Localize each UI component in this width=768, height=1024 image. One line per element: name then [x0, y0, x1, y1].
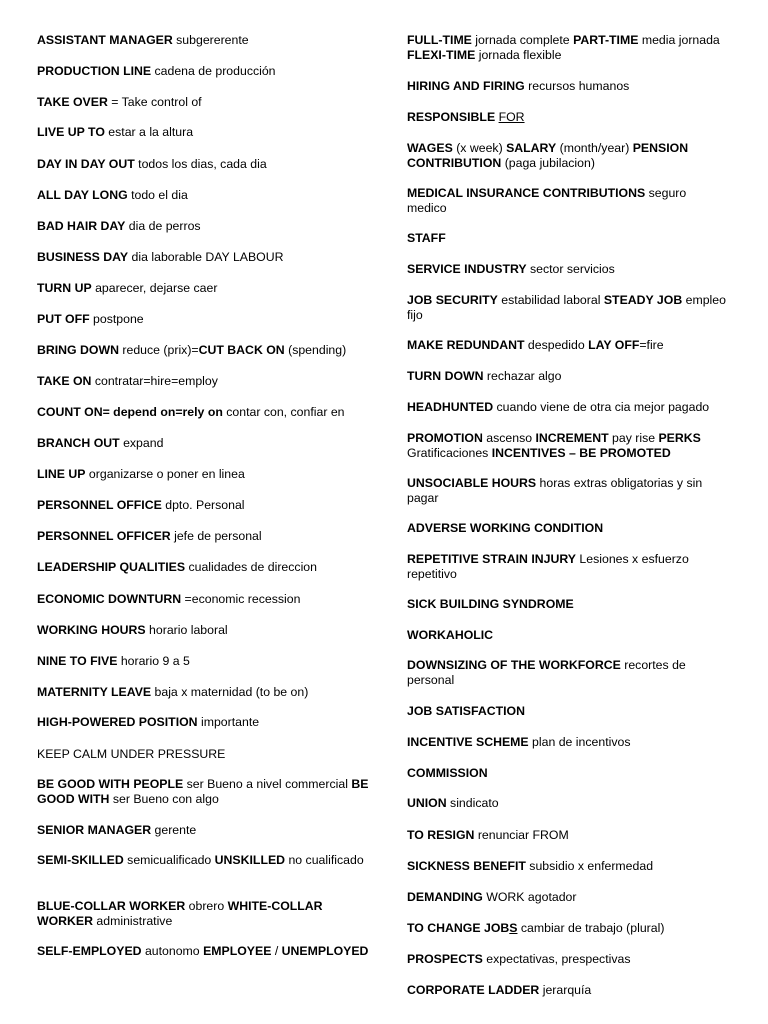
vocab-term: BE GOOD WITH PEOPLE	[37, 777, 184, 791]
vocab-gloss: expand	[119, 436, 164, 450]
vocab-entry	[407, 431, 729, 460]
vocab-term: SELF-EMPLOYED	[37, 944, 142, 958]
vocab-term: HIRING AND FIRING	[407, 79, 525, 93]
vocab-entry	[37, 777, 377, 806]
vocab-entry	[37, 529, 377, 544]
vocab-term: PERKS	[658, 431, 701, 445]
vocab-entry	[37, 823, 377, 838]
vocab-term: EMPLOYEE	[203, 944, 272, 958]
vocab-gloss: cadena de producción	[151, 64, 276, 78]
vocab-term: PERSONNEL OFFICE	[37, 498, 162, 512]
vocab-gloss: horas extras obligatorias y sin pagar	[407, 476, 703, 505]
vocab-term: PENSION CONTRIBUTION	[407, 141, 689, 170]
vocab-gloss: =economic recession	[181, 592, 301, 606]
vocab-gloss: estabilidad laboral	[497, 293, 604, 307]
vocab-gloss: recursos humanos	[524, 79, 630, 93]
vocab-term: WHITE-COLLAR WORKER	[37, 899, 323, 928]
vocab-entry	[407, 921, 729, 936]
vocab-gloss: /	[271, 944, 282, 958]
vocab-entry	[407, 79, 729, 94]
vocab-entry	[407, 293, 729, 322]
vocab-entry	[37, 899, 377, 928]
vocab-term: BE GOOD WITH	[37, 777, 369, 806]
vocab-gloss: postpone	[89, 312, 144, 326]
vocab-term: STAFF	[407, 231, 446, 245]
vocab-term: PART-TIME	[573, 33, 639, 47]
vocab-gloss: dia de perros	[125, 219, 201, 233]
vocab-entry	[37, 623, 377, 638]
vocab-term: UNION	[407, 796, 447, 810]
vocab-entry	[407, 476, 729, 505]
vocab-gloss: plan de incentivos	[528, 735, 631, 749]
vocab-gloss: KEEP CALM UNDER PRESSURE	[37, 747, 226, 761]
vocab-term: ALL DAY LONG	[37, 188, 128, 202]
vocab-entry	[407, 338, 729, 353]
vocab-entry	[407, 552, 729, 581]
vocab-term: DAY IN DAY OUT	[37, 157, 135, 171]
vocab-term: BRING DOWN	[37, 343, 119, 357]
vocab-term: MATERNITY LEAVE	[37, 685, 152, 699]
vocab-gloss: Gratificaciones	[407, 445, 492, 460]
vocab-term: DOWNSIZING OF THE WORKFORCE	[407, 658, 621, 672]
vocab-term: FULL-TIME	[407, 33, 472, 47]
vocab-term: TAKE ON	[37, 374, 92, 388]
vocab-entry	[37, 95, 377, 110]
vocab-gloss: importante	[197, 715, 260, 729]
vocab-term: DEMANDING	[407, 890, 483, 904]
vocab-gloss: cambiar de trabajo (plural)	[517, 921, 665, 935]
vocab-entry	[37, 498, 377, 513]
vocab-term: PROSPECTS	[407, 952, 483, 966]
vocab-term: BUSINESS DAY	[37, 250, 129, 264]
vocab-gloss: subgererente	[172, 33, 249, 47]
vocab-entry	[37, 343, 377, 358]
vocab-gloss: cualidades de direccion	[185, 560, 317, 574]
vocab-gloss: sindicato	[446, 796, 499, 810]
vocab-term: CORPORATE LADDER	[407, 983, 540, 997]
vocab-term: ADVERSE WORKING CONDITION	[407, 521, 604, 535]
vocab-term: ASSISTANT MANAGER	[37, 33, 173, 47]
vocab-gloss: Lesiones x esfuerzo repetitivo	[407, 552, 689, 581]
vocab-gloss: contratar=hire=employ	[91, 374, 218, 388]
vocab-entry	[407, 400, 729, 415]
vocab-gloss: =fire	[639, 338, 664, 352]
vocab-gloss: expectativas, prespectivas	[482, 952, 631, 966]
vocab-term: TAKE OVER	[37, 95, 108, 109]
vocab-entry	[407, 890, 729, 905]
vocab-gloss: pay rise	[608, 431, 659, 445]
vocab-gloss: despedido	[524, 338, 589, 352]
vocab-term: TURN UP	[37, 281, 92, 295]
vocab-term: INCENTIVES – BE PROMOTED	[491, 445, 671, 460]
vocab-term: LAY OFF	[588, 338, 640, 352]
vocab-entry	[37, 281, 377, 296]
vocab-term: WAGES	[407, 141, 453, 155]
vocab-entry	[407, 983, 729, 998]
vocab-entry	[407, 628, 729, 643]
vocab-term: LINE UP	[37, 467, 86, 481]
vocab-term: INCENTIVE SCHEME	[407, 735, 529, 749]
vocab-entry	[37, 33, 377, 48]
vocab-term: BRANCH OUT	[37, 436, 120, 450]
vocab-term: ECONOMIC DOWNTURN	[37, 592, 182, 606]
vocab-entry	[37, 715, 377, 730]
vocab-gloss: jornada complete	[471, 33, 574, 47]
vocab-entry	[407, 658, 729, 687]
vocab-entry	[407, 952, 729, 967]
vocab-gloss: baja x maternidad (to be on)	[151, 685, 309, 699]
vocab-entry	[37, 312, 377, 327]
vocab-term: SENIOR MANAGER	[37, 823, 152, 837]
vocab-term: BAD HAIR DAY	[37, 219, 126, 233]
vocab-entry	[37, 188, 377, 203]
vocab-gloss: WORK agotador	[482, 890, 577, 904]
vocab-gloss: todo el dia	[127, 188, 188, 202]
vocab-entry	[37, 853, 377, 868]
vocab-gloss: seguro medico	[407, 186, 687, 215]
vocab-gloss: gerente	[151, 823, 197, 837]
vocab-entry	[37, 125, 377, 140]
vocab-gloss: ascenso	[482, 431, 536, 445]
vocab-gloss: organizarse o poner en linea	[85, 467, 245, 481]
vocab-gloss: administrative	[93, 913, 173, 928]
vocab-term: WORKING HOURS	[37, 623, 146, 637]
vocab-gloss: ser Bueno a nivel commercial	[183, 777, 352, 791]
vocab-term: PROMOTION	[407, 431, 483, 445]
vocab-term: CUT BACK ON	[198, 343, 285, 357]
vocab-gloss: (paga jubilacion)	[501, 155, 595, 170]
vocab-term: PRODUCTION LINE	[37, 64, 152, 78]
vocab-entry	[407, 859, 729, 874]
vocab-term: SERVICE INDUSTRY	[407, 262, 527, 276]
vocab-entry	[407, 828, 729, 843]
vocab-entry	[37, 374, 377, 389]
vocab-term: HEADHUNTED	[407, 400, 494, 414]
vocab-gloss: cuando viene de otra cia mejor pagado	[493, 400, 710, 414]
vocab-term: INCREMENT	[535, 431, 609, 445]
vocab-term: JOB SECURITY	[407, 293, 498, 307]
vocab-entry	[407, 33, 729, 62]
vocab-gloss: (spending)	[284, 343, 347, 357]
vocab-entry	[407, 369, 729, 384]
vocab-term: LIVE UP TO	[37, 125, 105, 139]
vocab-term: LEADERSHIP QUALITIES	[37, 560, 186, 574]
vocab-gloss: sector servicios	[526, 262, 615, 276]
vocab-term: TO CHANGE JOB	[407, 921, 510, 935]
vocab-term: UNEMPLOYED	[281, 944, 369, 958]
vocab-entry	[407, 231, 729, 246]
vocab-gloss: media jornada	[638, 33, 720, 47]
vocab-entry	[407, 110, 729, 125]
vocab-entry	[407, 766, 729, 781]
vocab-entry	[407, 141, 729, 170]
vocab-entry	[407, 186, 729, 215]
vocab-term: PERSONNEL OFFICER	[37, 529, 171, 543]
vocab-entry	[37, 219, 377, 234]
vocab-gloss: (month/year)	[556, 141, 633, 155]
vocab-term: RESPONSIBLE	[407, 110, 496, 124]
vocab-term: MAKE REDUNDANT	[407, 338, 525, 352]
vocab-gloss: horario laboral	[145, 623, 228, 637]
vocab-gloss: semicualificado	[123, 853, 215, 867]
vocab-term: NINE TO FIVE	[37, 654, 118, 668]
vocab-gloss: estar a la altura	[104, 125, 194, 139]
vocab-entry	[37, 592, 377, 607]
vocab-gloss: reduce (prix)=	[118, 343, 199, 357]
vocab-gloss: jefe de personal	[170, 529, 262, 543]
vocab-gloss: todos los dias, cada dia	[134, 157, 267, 171]
vocab-term: REPETITIVE STRAIN INJURY	[407, 552, 576, 566]
vocab-gloss: jerarquía	[539, 983, 592, 997]
vocab-gloss: rechazar algo	[483, 369, 562, 383]
vocab-entry	[37, 747, 377, 762]
vocab-term: STEADY JOB	[603, 293, 683, 307]
vocab-term: COMMISSION	[407, 766, 488, 780]
vocab-term: UNSOCIABLE HOURS	[407, 476, 537, 490]
vocab-entry	[407, 704, 729, 719]
vocab-gloss: jornada flexible	[475, 47, 562, 62]
vocab-gloss: (x week)	[452, 141, 507, 155]
vocab-entry	[407, 262, 729, 277]
vocab-gloss: FOR	[498, 110, 525, 124]
vocab-term: SALARY	[506, 141, 557, 155]
vocab-entry	[37, 560, 377, 575]
vocab-term: UNSKILLED	[214, 853, 286, 867]
vocab-gloss: = Take control of	[107, 95, 202, 109]
vocab-term: FLEXI-TIME	[407, 47, 476, 62]
vocab-entry	[37, 436, 377, 451]
vocab-term: S	[509, 921, 518, 935]
vocab-entry	[37, 944, 377, 959]
vocab-gloss: renunciar FROM	[474, 828, 569, 842]
vocab-gloss: aparecer, dejarse caer	[91, 281, 218, 295]
vocab-term: MEDICAL INSURANCE CONTRIBUTIONS	[407, 186, 646, 200]
vocab-gloss: dia laborable DAY LABOUR	[128, 250, 284, 264]
vocab-term: COUNT ON= depend on=rely on	[37, 405, 223, 419]
vocab-term: JOB SATISFACTION	[407, 704, 525, 718]
vocab-entry	[407, 796, 729, 811]
vocab-entry	[37, 654, 377, 669]
vocab-term: WORKAHOLIC	[407, 628, 494, 642]
vocab-entry	[407, 735, 729, 750]
vocab-gloss: autonomo	[141, 944, 204, 958]
vocab-gloss: obrero	[185, 899, 228, 913]
vocab-gloss: empleo fijo	[407, 293, 726, 322]
vocab-entry	[37, 467, 377, 482]
vocab-gloss: dpto. Personal	[161, 498, 245, 512]
vocab-term: SEMI-SKILLED	[37, 853, 124, 867]
vocab-term: TURN DOWN	[407, 369, 484, 383]
vocab-entry	[37, 685, 377, 700]
vocab-gloss: horario 9 a 5	[117, 654, 190, 668]
vocab-term: SICKNESS BENEFIT	[407, 859, 526, 873]
vocab-term: PUT OFF	[37, 312, 90, 326]
vocab-entry	[407, 597, 729, 612]
vocab-gloss: contar con, confiar en	[222, 405, 345, 419]
vocab-entry	[37, 157, 377, 172]
vocab-entry	[37, 405, 377, 420]
vocab-term: TO RESIGN	[407, 828, 475, 842]
vocab-term: SICK BUILDING SYNDROME	[407, 597, 574, 611]
vocab-entry	[37, 250, 377, 265]
vocab-gloss: recortes de personal	[407, 658, 686, 687]
vocab-term: HIGH-POWERED POSITION	[37, 715, 198, 729]
vocab-gloss: ser Bueno con algo	[109, 791, 219, 806]
vocab-entry	[407, 521, 729, 536]
vocab-term: BLUE-COLLAR WORKER	[37, 899, 186, 913]
vocab-gloss: no cualificado	[285, 853, 364, 867]
vocab-entry	[37, 64, 377, 79]
vocab-gloss: subsidio x enfermedad	[525, 859, 654, 873]
